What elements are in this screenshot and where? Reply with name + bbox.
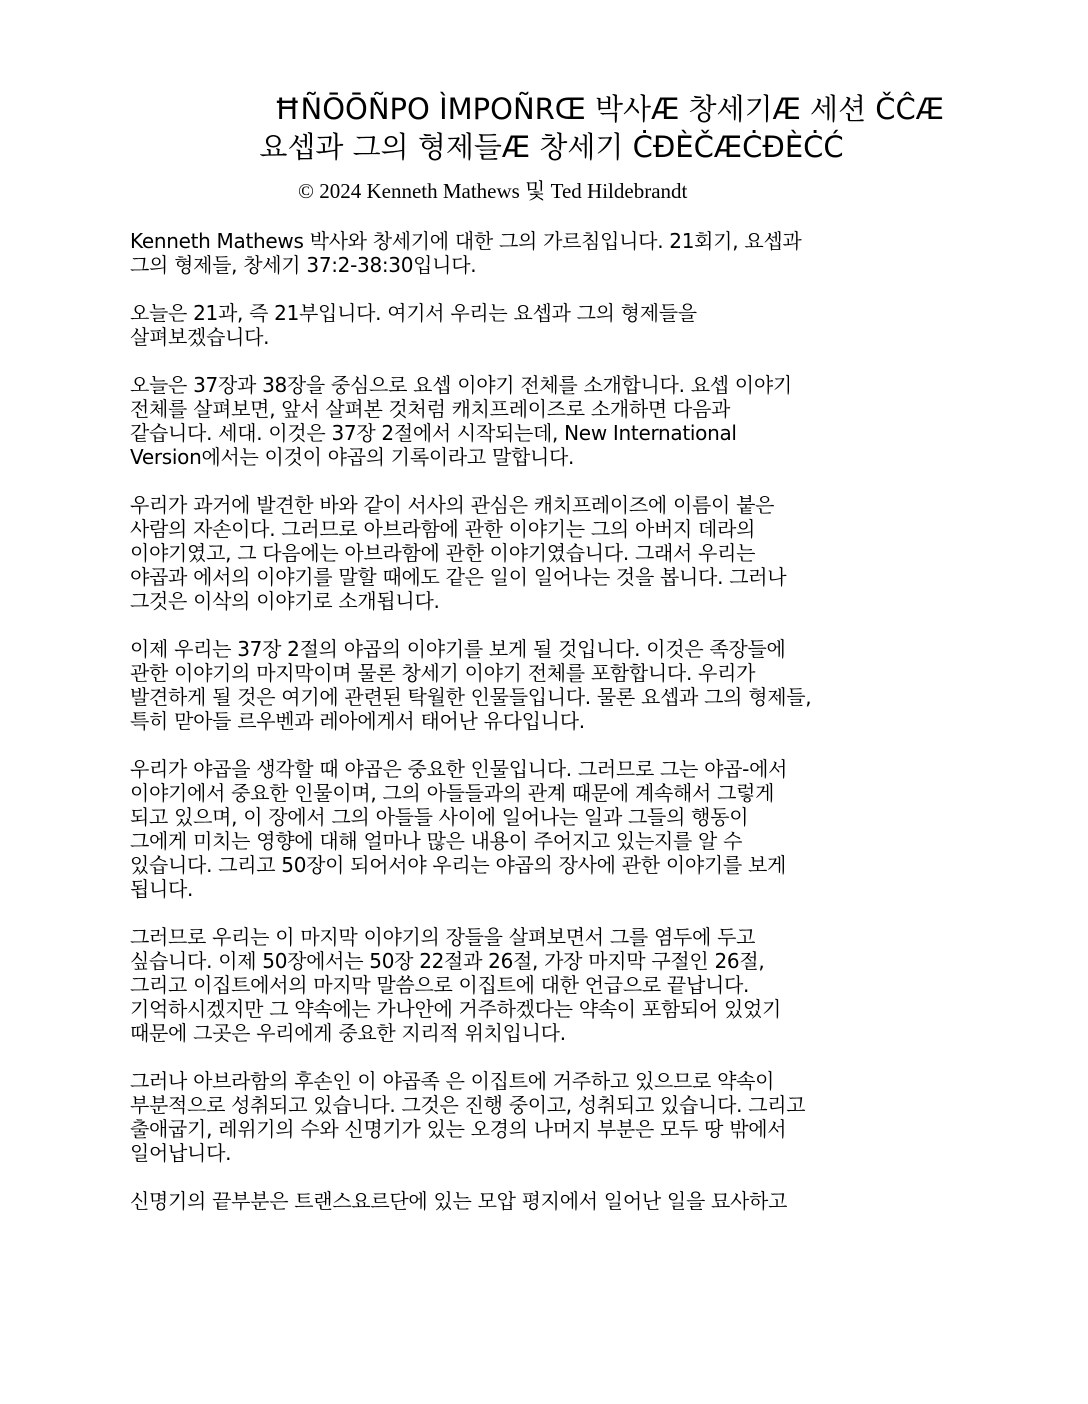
text-line: 관한 이야기의 마지막이며 물론 창세기 이야기 전체를 포함합니다. 우리가 [130, 661, 756, 685]
text-line: 전체를 살펴보면, 앞서 살펴본 것처럼 캐치프레이즈로 소개하면 다음과 [130, 397, 731, 421]
text-line: 그리고 이집트에서의 마지막 말씀으로 이집트에 대한 언급으로 끝납니다. [130, 973, 750, 997]
paragraph-8 [130, 1069, 940, 1165]
text-line: 사람의 자손이다. 그러므로 아브라함에 관한 이야기는 그의 아버지 데라의 [130, 517, 756, 541]
text-line: 싶습니다. 이제 50장에서는 50장 22절과 26절, 가장 마지막 구절인 26절, [130, 949, 765, 973]
text-line: 이야기에서 중요한 인물이며, 그의 아들들과의 관계 때문에 계속해서 그렇게 [130, 781, 775, 805]
text-line: 야곱과 에서의 이야기를 말할 때에도 같은 일이 일어나는 것을 봅니다. 그러나 [130, 565, 787, 589]
title-line-2: 요셉과 그의 형제들Æ 창세기 ĊĐÈČÆĊĐÈĊĆ [259, 130, 844, 164]
text-line: 이야기였고, 그 다음에는 아브라함에 관한 이야기였습니다. 그래서 우리는 [130, 541, 756, 565]
text-line: 부분적으로 성취되고 있습니다. 그것은 진행 중이고, 성취되고 있습니다. 그리고 [130, 1093, 806, 1117]
text-line: 됩니다. [130, 877, 194, 901]
text-line: Version에서는 이것이 야곱의 기록이라고 말합니다. [130, 445, 575, 469]
paragraph-2 [130, 301, 940, 349]
paragraph-9 [130, 1189, 940, 1213]
text-line: 특히 맏아들 르우벤과 레아에게서 태어난 유다입니다. [130, 709, 585, 733]
text-line: 같습니다. 세대. 이것은 37장 2절에서 시작되는데, New International [130, 421, 737, 445]
paragraph-7 [130, 925, 940, 1045]
text-line: 그러나 아브라함의 후손인 이 야곱족 은 이집트에 거주하고 있으므로 약속이 [130, 1069, 775, 1093]
text-line: 일어납니다. [130, 1141, 232, 1165]
copyright-notice: © 2024 Kenneth Mathews 및 Ted Hildebrandt [298, 179, 688, 203]
text-line: 우리가 과거에 발견한 바와 같이 서사의 관심은 캐치프레이즈에 이름이 붙은 [130, 493, 775, 517]
text-line: 발견하게 될 것은 여기에 관련된 탁월한 인물들입니다. 물론 요셉과 그의 형제들, [130, 685, 812, 709]
text-line: 기억하시겠지만 그 약속에는 가나안에 거주하겠다는 약속이 포함되어 있었기 [130, 997, 782, 1021]
text-line: 출애굽기, 레위기의 수와 신명기가 있는 오경의 나머지 부분은 모두 땅 밖에서 [130, 1117, 787, 1141]
text-line: 그의 형제들, 창세기 37:2-38:30입니다. [130, 253, 477, 277]
text-line: 오늘은 21과, 즉 21부입니다. 여기서 우리는 요셉과 그의 형제들을 [130, 301, 697, 325]
text-line: 살펴보겠습니다. [130, 325, 270, 349]
paragraph-1 [130, 229, 940, 277]
text-line: 그러므로 우리는 이 마지막 이야기의 장들을 살펴보면서 그를 염두에 두고 [130, 925, 756, 949]
text-line: 되고 있으며, 이 장에서 그의 아들들 사이에 일어나는 일과 그들의 행동이 [130, 805, 749, 829]
paragraph-5 [130, 637, 940, 733]
text-line: 오늘은 37장과 38장을 중심으로 요셉 이야기 전체를 소개합니다. 요셉 이야기 [130, 373, 792, 397]
text-line: 그에게 미치는 영향에 대해 얼마나 많은 내용이 주어지고 있는지를 알 수 [130, 829, 743, 853]
text-line: 이제 우리는 37장 2절의 야곱의 이야기를 보게 될 것입니다. 이것은 족장들에 [130, 637, 786, 661]
text-line: 우리가 야곱을 생각할 때 야곱은 중요한 인물입니다. 그러므로 그는 야곱-에서 [130, 757, 788, 781]
title-line-1: ĦÑŌŌÑPO ÌMPOÑRŒ 박사Æ 창세기Æ 세션 ČĈÆ [273, 92, 945, 126]
paragraph-3 [130, 373, 940, 469]
text-line: 신명기의 끝부분은 트랜스요르단에 있는 모압 평지에서 일어난 일을 묘사하고 [130, 1189, 788, 1213]
text-line: 때문에 그곳은 우리에게 중요한 지리적 위치입니다. [130, 1021, 566, 1045]
document-body [130, 229, 940, 1237]
paragraph-6 [130, 757, 940, 901]
document-title [0, 90, 1088, 166]
text-line: 그것은 이삭의 이야기로 소개됩니다. [130, 589, 440, 613]
text-line: 있습니다. 그리고 50장이 되어서야 우리는 야곱의 장사에 관한 이야기를 보게 [130, 853, 787, 877]
text-line: Kenneth Mathews 박사와 창세기에 대한 그의 가르침입니다. 21회기, 요셉과 [130, 229, 802, 253]
paragraph-4 [130, 493, 940, 613]
